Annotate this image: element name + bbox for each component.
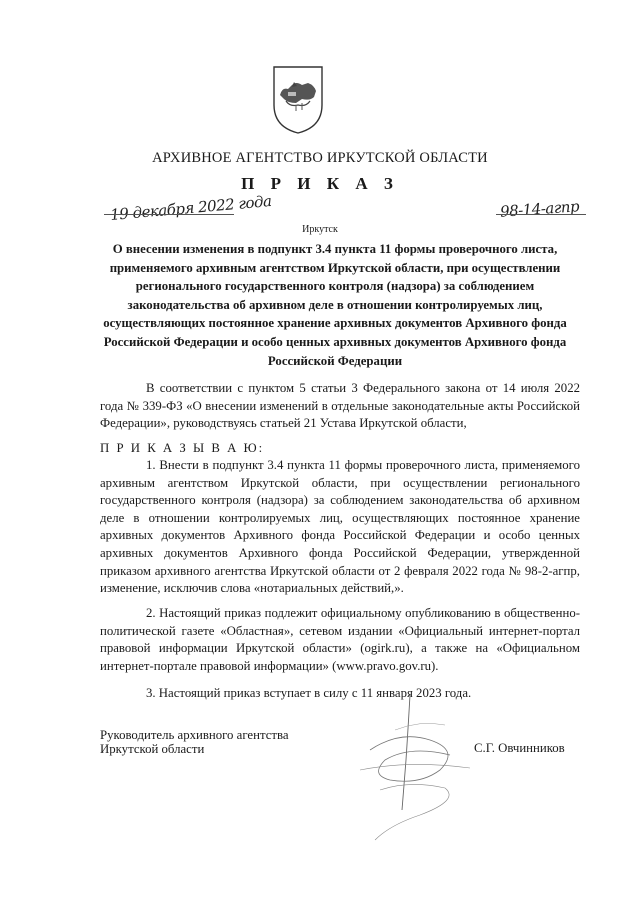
date-underline [104,214,234,215]
document-type: П Р И К А З [241,174,399,193]
handwritten-signature-icon [350,690,500,850]
city-label: Иркутск [302,224,338,235]
order-word: П Р И К А З Ы В А Ю: [100,441,265,455]
signatory-position [100,728,289,756]
order-item-2: 2. Настоящий приказ подлежит официальному опубликованию в общественно-политической газете «Областная», сетевом издании «Официальный интернет-портал правовой информации Иркутской области» (ogirk.ru), а также на «Официальном интернет-портале правовой информации» (www.pravo.gov.ru). [100,606,580,673]
document-date: 19 декабря 2022 года [109,191,273,225]
signatory-position-line1: Руководитель архивного агентства [100,728,289,742]
order-item-3: 3. Настоящий приказ вступает в силу с 11 января 2023 года. [146,686,472,700]
signatory-name: С.Г. Овчинников [474,741,565,755]
order-item-1: 1. Внести в подпункт 3.4 пункта 11 формы проверочного листа, применяемого архивным агентством Иркутской области, при осуществлении регионального государственного контроля (надзора) за соблюдением законодательства об архивном деле в отношении контролируемых лиц, осуществляющих постоянное хранение архивных документов Архивного фонда Российской Федерации и особо ценных архивных документов Архивного фонда Российской Федерации, утвержденной приказом архивного агентства Иркутской области от 2 февраля 2022 года № 98-2-агпр, изменение, исключив слова «нотариальных действий,». [100,458,580,596]
preamble-paragraph: В соответствии с пунктом 5 статьи 3 Федерального закона от 14 июля 2022 года № 339-ФЗ «О внесении изменений в отдельные законодательные акты Российской Федерации», руководствуясь статьей 21 Устава Иркутской области, [100,381,580,431]
coat-of-arms-icon [272,65,324,135]
document-title: О внесении изменения в подпункт 3.4 пункта 11 формы проверочного листа, применяемого архивным агентством Иркутской области, при осуществлении регионального государственного контроля (надзора) за соблюдением законодательства об архивном деле в отношении контролируемых лиц, осуществляющих постоянное хранение архивных документов Архивного фонда Российской Федерации и особо ценных архивных документов Архивного фонда Российской Федерации [103,242,567,368]
document-number: 98-14-агпр [499,197,580,221]
signatory-position-line2: Иркутской области [100,742,205,756]
number-underline [496,214,586,215]
agency-name: АРХИВНОЕ АГЕНТСТВО ИРКУТСКОЙ ОБЛАСТИ [152,150,488,166]
